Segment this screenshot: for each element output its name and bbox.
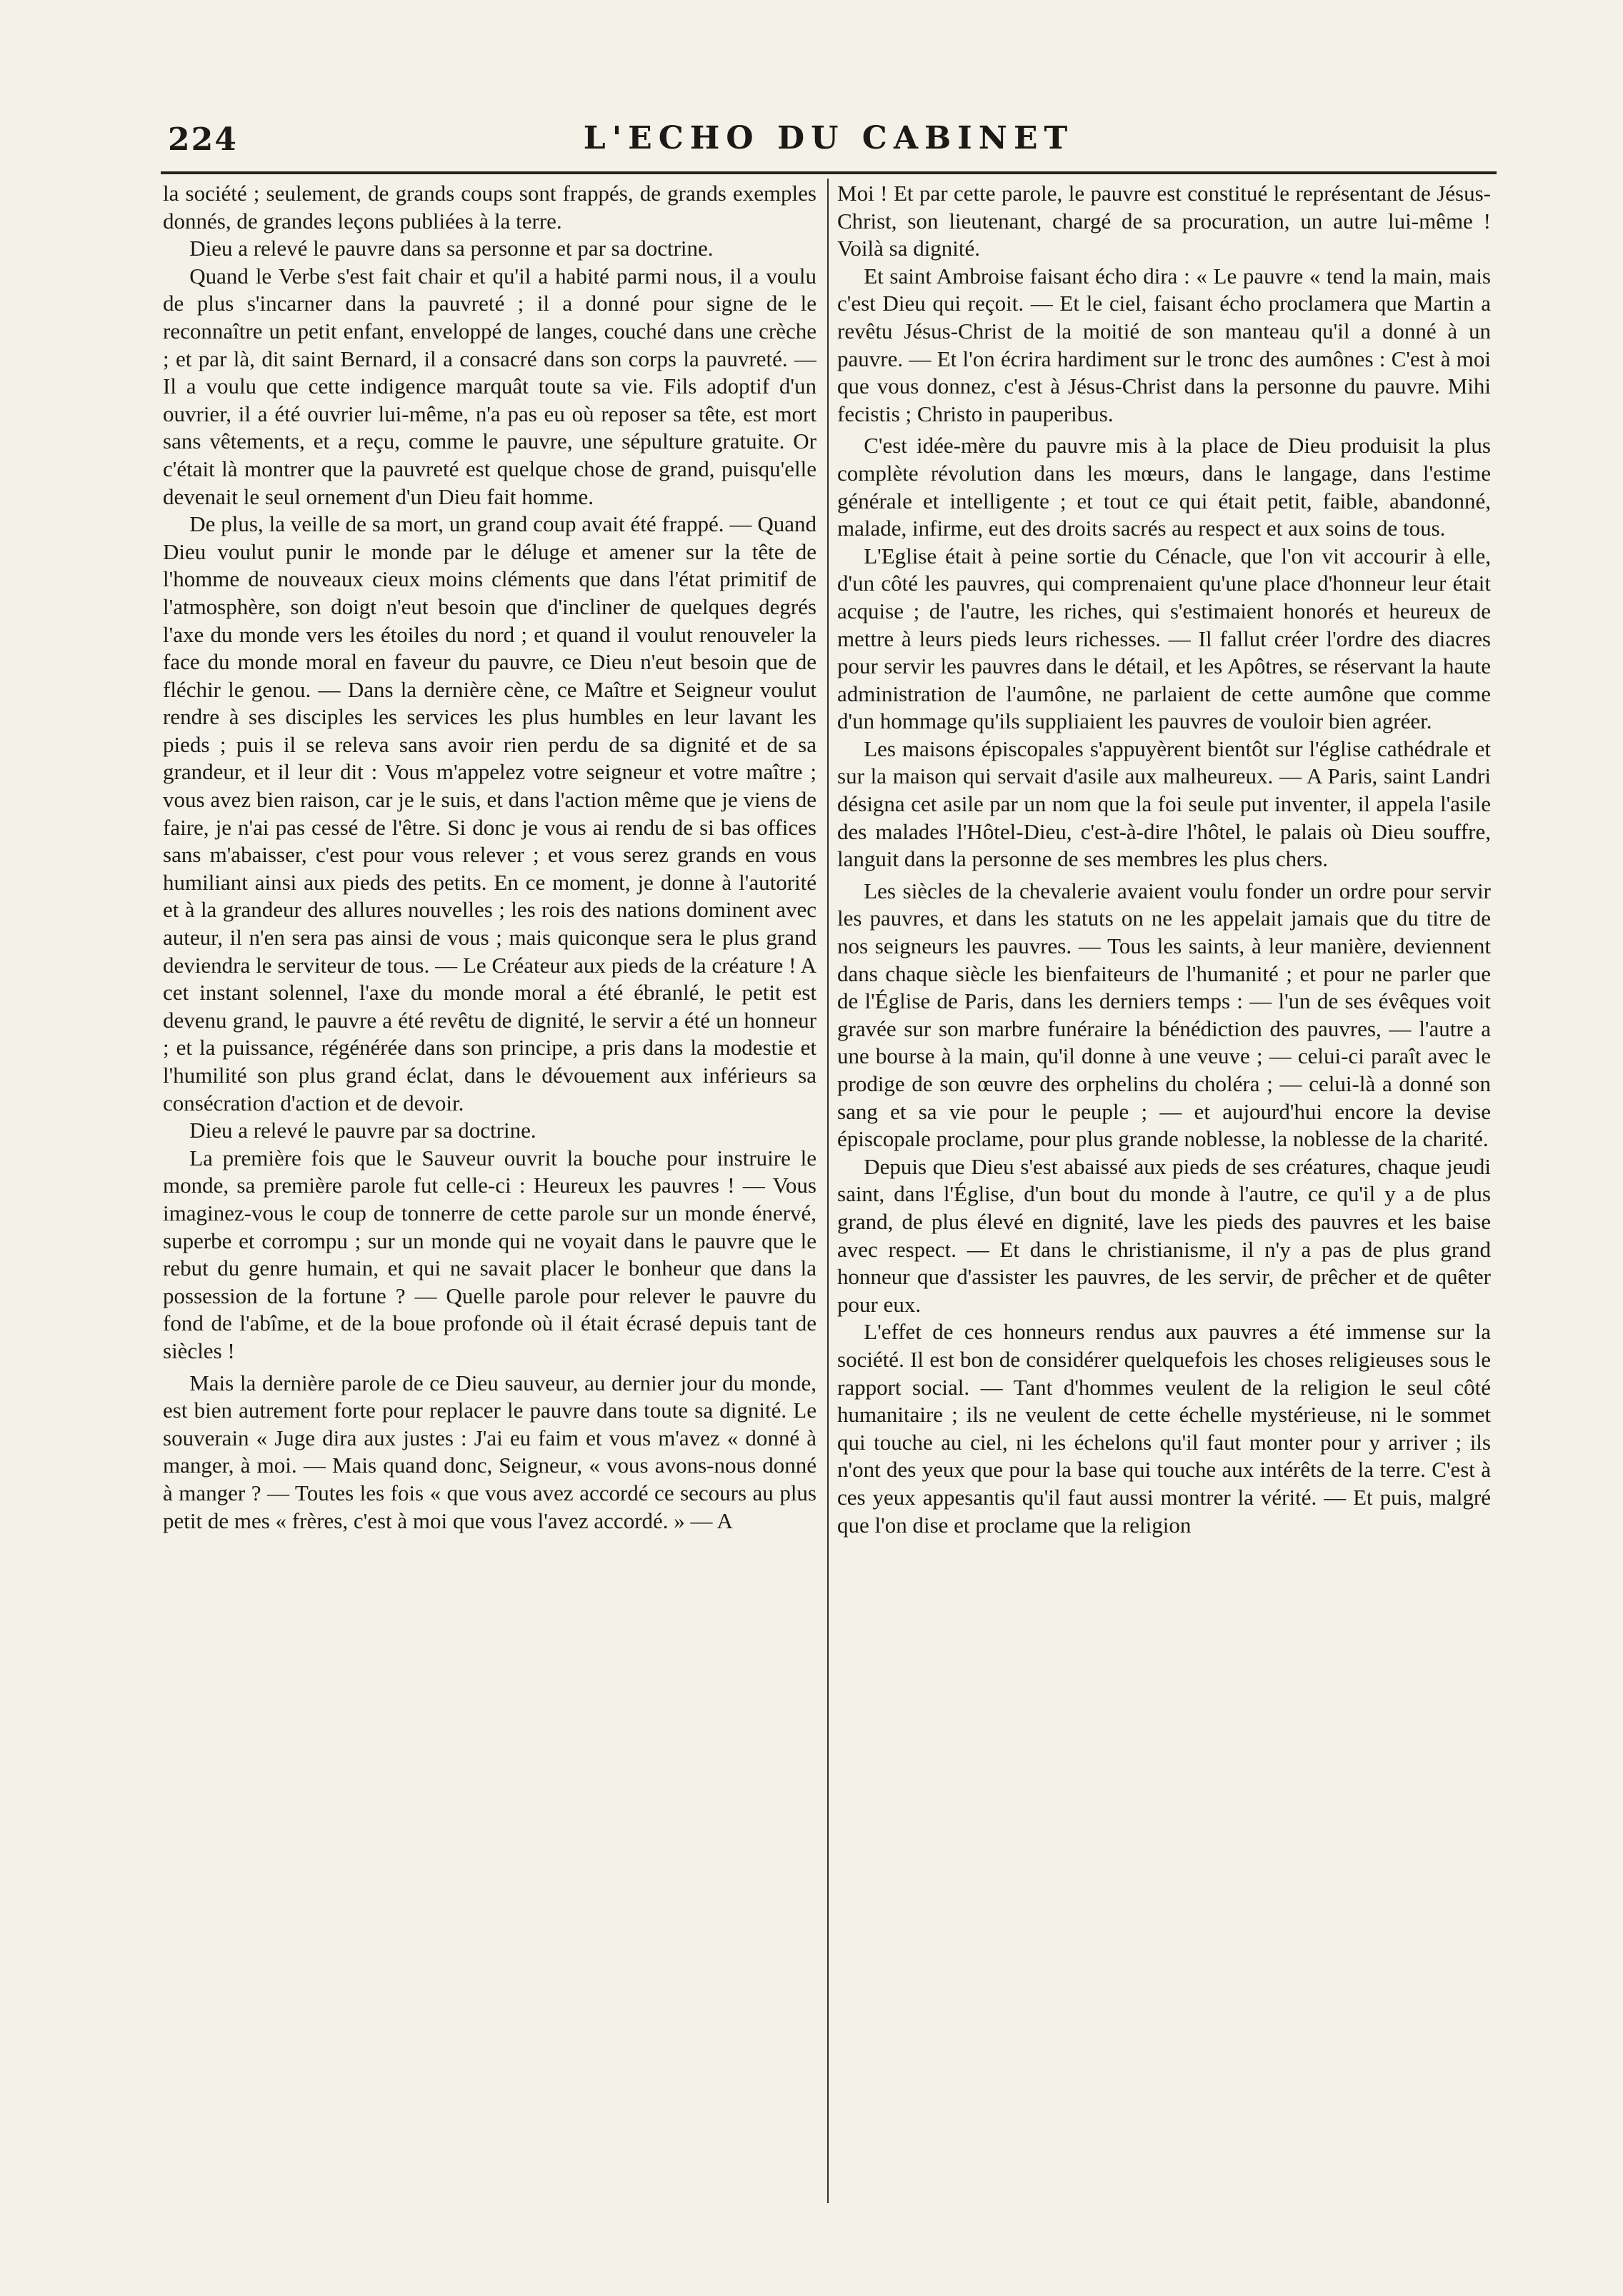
paragraph: la société ; seulement, de grands coups sont frappés, de grands exemples donnés, de grandes leçons publiées à la terre. <box>163 181 817 234</box>
paragraph: Et saint Ambroise faisant écho dira : « Le pauvre « tend la main, mais c'est Dieu qui reçoit. — Et le ciel, faisant écho proclamera que Martin a revêtu Jésus-Christ de la moitié de son manteau qu'il a donné à un pauvre. — Et l'on écrira hardiment sur le tronc des aumônes : C'est à moi que vous donnez, c'est à Jésus-Christ dans la personne du pauvre. Mihi fecistis ; Christo in pauperibus. <box>837 263 1491 426</box>
column-divider <box>827 179 829 2203</box>
paragraph: Moi ! Et par cette parole, le pauvre est constitué le représentant de Jésus-Christ, son lieutenant, chargé de sa procuration, un autre lui-même ! Voilà sa dignité. <box>837 181 1491 261</box>
paragraph: De plus, la veille de sa mort, un grand coup avait été frappé. — Quand Dieu voulut punir le monde par le déluge et amener sur la tête de l'homme de nouveaux cieux moins cléments que dans l'état primitif de l'atmosphère, son doigt n'eut besoin que d'incliner de quelques degrés l'axe du monde vers les étoiles du nord ; et quand il voulut renouveler la face du monde moral en faveur du pauvre, ce Dieu n'eut besoin que de fléchir le genou. — Dans la dernière cène, ce Maître et Seigneur voulut rendre à ses disciples les services les plus humbles en leur lavant les pieds ; puis il se releva sans avoir rien perdu de sa dignité et de sa grandeur, et il leur dit : Vous m'appelez votre seigneur et votre maître ; vous avez bien raison, car je le suis, et dans l'action même que je viens de faire, je n'ai pas cessé de l'être. Si donc je vous ai rendu de si bas offices sans m'abaisser, c'est pour vous relever ; et vous serez grands en vous humiliant ainsi aux pieds des petits. En ce moment, je donne à l'autorité et à la grandeur des allures nouvelles ; les rois des nations dominent avec auteur, il n'en sera pas ainsi de vous ; mais quiconque sera le plus grand deviendra le serviteur de tous. — Le Créateur aux pieds de la créature ! A cet instant solennel, l'axe du monde moral a été ébranlé, le petit est devenu grand, le pauvre a été revêtu de dignité, le servir a été un honneur ; et la puissance, régénérée dans son principe, a pris dans la modestie et l'humilité son plus grand éclat, dans le dévouement aux inférieurs sa consécration d'action et de devoir. <box>163 511 817 1116</box>
left-column <box>163 180 817 2208</box>
running-title: L'ECHO DU CABINET <box>583 120 1074 156</box>
paragraph: L'Eglise était à peine sortie du Cénacle, que l'on vit accourir à elle, d'un côté les pauvres, qui comprenaient qu'une place d'honneur leur était acquise ; de l'autre, les riches, qui s'estimaient honorés et heureux de mettre à leurs pieds leurs richesses. — Il fallut créer l'ordre des diacres pour servir les pauvres dans le détail, et les Apôtres, se réservant la haute administration de l'aumône, ne parlaient de cette aumône que comme d'un hommage qu'ils suppliaient les pauvres de vouloir bien agréer. <box>837 543 1491 734</box>
paragraph: L'effet de ces honneurs rendus aux pauvres a été immense sur la société. Il est bon de considérer quelquefois les choses religieuses sous le rapport social. — Tant d'hommes veulent de la religion le seul côté humanitaire ; ils ne veulent de cette échelle mystérieuse, ni le sommet qui touche au ciel, ni les échelons qu'il faut monter pour y arriver ; ils n'ont des yeux que pour la base qui touche aux intérêts de la terre. C'est à ces yeux appesantis qu'il faut aussi montrer la vérité. — Et puis, malgré que l'on dise et proclame que la religion <box>837 1319 1491 1538</box>
paragraph: Dieu a relevé le pauvre par sa doctrine. <box>189 1118 536 1143</box>
paragraph: La première fois que le Sauveur ouvrit la bouche pour instruire le monde, sa première parole fut celle-ci : Heureux les pauvres ! — Vous imaginez-vous le coup de tonnerre de cette parole sur un monde énervé, superbe et corrompu ; sur un monde qui ne voyait dans le pauvre que le rebut du genre humain, et qui ne savait placer le bonheur que dans la possession de la fortune ? — Quelle parole pour relever le pauvre du fond de l'abîme, et de la boue profonde où il était écrasé depuis tant de siècles ! <box>163 1145 817 1363</box>
paragraph: Dieu a relevé le pauvre dans sa personne et par sa doctrine. <box>189 236 714 261</box>
right-column <box>837 180 1491 2208</box>
paragraph: Les maisons épiscopales s'appuyèrent bientôt sur l'église cathédrale et sur la maison qui servait d'asile aux malheureux. — A Paris, saint Landri désigna cet asile par un nom que la foi seule put inventer, il appela l'asile des malades l'Hôtel-Dieu, c'est-à-dire l'hôtel, le palais où Dieu souffre, languit dans la personne de ses membres les plus chers. <box>837 736 1491 872</box>
paragraph: Quand le Verbe s'est fait chair et qu'il a habité parmi nous, il a voulu de plus s'incarner dans la pauvreté ; il a donné pour signe de le reconnaître un petit enfant, enveloppé de langes, couché dans une crèche ; et par là, dit saint Bernard, il a consacré dans son corps la pauvreté. — Il a voulu que cette indigence marquât toute sa vie. Fils adoptif d'un ouvrier, il a été ouvrier lui-même, n'a pas eu où reposer sa tête, est mort sans vêtements, et a reçu, comme le pauvre, une sépulture gratuite. Or c'était là montrer que la pauvreté est quelque chose de grand, puisqu'elle devenait le seul ornement d'un Dieu fait homme. <box>163 263 817 509</box>
header-rule <box>161 171 1497 174</box>
page-number: 224 <box>168 121 238 158</box>
paragraph: Mais la dernière parole de ce Dieu sauveur, au dernier jour du monde, est bien autrement forte pour replacer le pauvre dans toute sa dignité. Le souverain « Juge dira aux justes : J'ai eu faim et vous m'avez « donné à manger, à moi. — Mais quand donc, Seigneur, « vous avons-nous donné à manger ? — Toutes les fois « que vous avez accordé ce secours au plus petit de mes « frères, c'est à moi que vous l'avez accordé. » — A <box>163 1370 817 1533</box>
paragraph: Depuis que Dieu s'est abaissé aux pieds de ses créatures, chaque jeudi saint, dans l'Église, d'un bout du monde à l'autre, ce qu'il y a de plus grand, de plus élevé en dignité, lave les pieds des pauvres et les baise avec respect. — Et dans le christianisme, il n'y a pas de plus grand honneur que d'assister les pauvres, de les servir, de prêcher et de quêter pour eux. <box>837 1153 1491 1317</box>
paragraph: Les siècles de la chevalerie avaient voulu fonder un ordre pour servir les pauvres, et dans les statuts on ne les appelait jamais que du titre de nos seigneurs les pauvres. — Tous les saints, à leur manière, deviennent dans chaque siècle les bienfaiteurs de l'humanité ; et pour ne parler que de l'Église de Paris, dans les derniers temps : — l'un de ses évêques voit gravée sur son marbre funéraire la bénédiction des pauvres, — l'autre a une bourse à la main, qu'il donne à une veuve ; — celui-ci paraît avec le prodige de son œuvre des orphelins du choléra ; — celui-là a donné son sang et sa vie pour le peuple ; — et aujourd'hui encore la devise épiscopale proclame, pour plus grande noblesse, la noblesse de la charité. <box>837 878 1491 1152</box>
page-header <box>161 116 1497 166</box>
paragraph: C'est idée-mère du pauvre mis à la place de Dieu produisit la plus complète révolution dans les mœurs, dans le langage, dans l'estime générale et intelligente ; et tout ce qui était petit, faible, abandonné, malade, infirme, eut des droits sacrés au respect et aux soins de tous. <box>837 433 1491 541</box>
